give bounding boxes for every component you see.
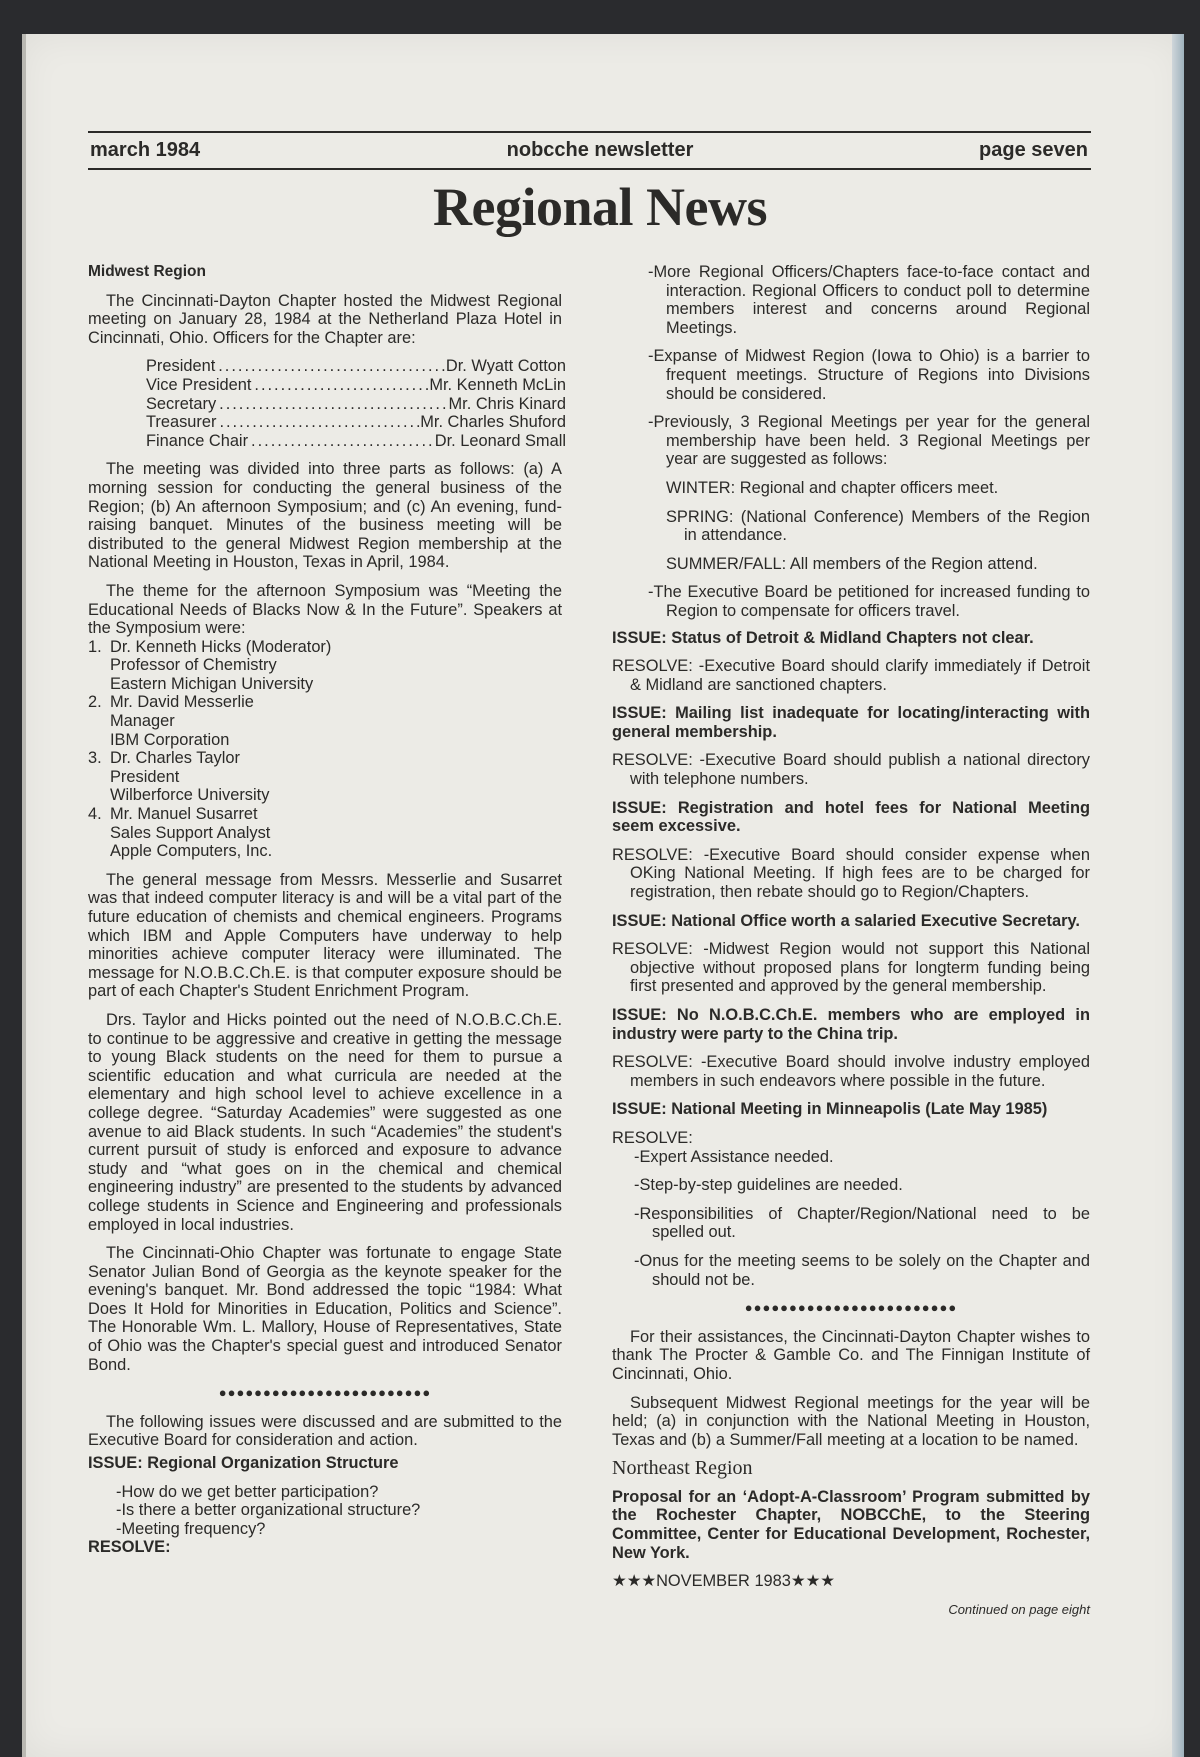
drs-paragraph: Drs. Taylor and Hicks pointed out the need of N.O.B.C.Ch.E. to continue to be aggressive and creative in getting the message to young Black students on the need for them to pursue a scientific education and what curricula are needed at the elementary and high school level to achieve excellence in a college degree. “Saturday Academies” were suggested as one avenue to aid Black students. In such “Academies” the student's current pursuit of study is enforced and exposure to advance study and “what goes on in the chemical and chemical engineering industry” are presented to the students by advanced college students in Science and Engineering and professionals employed in local industries. (88, 1010, 562, 1234)
officer-role: Secretary (146, 394, 217, 413)
officer-name: Mr. Kenneth McLin (429, 375, 566, 394)
officer-name: Dr. Leonard Small (434, 431, 566, 450)
issue-heading: ISSUE: No N.O.B.C.Ch.E. members who are employed in industry were party to the China trip. (612, 1006, 1090, 1043)
officer-row (146, 376, 566, 395)
leader-dots (216, 395, 448, 414)
mpls-list (612, 1148, 1090, 1290)
issue-question: -How do we get better participation? (116, 1482, 379, 1501)
season-item: SUMMER/FALL: All members of the Region attend. (666, 554, 1038, 573)
speaker-item (88, 693, 562, 749)
issue-heading: ISSUE: National Office worth a salaried Executive Secretary. (612, 911, 1080, 930)
speaker-name: Dr. Kenneth Hicks (Moderator) (110, 637, 332, 656)
page-title: Regional News (433, 177, 767, 237)
issue-heading: ISSUE: Registration and hotel fees for National Meeting seem excessive. (612, 798, 1090, 836)
right-column (612, 263, 1090, 1619)
issue-question: -Is there a better organizational structure? (116, 1501, 421, 1520)
leader-dots (216, 413, 420, 432)
speaker-title: Sales Support Analyst (110, 823, 271, 842)
issue-resolve: RESOLVE: -Executive Board should involve industry employed members in such endeavors where possible in the future. (612, 1053, 1090, 1090)
speaker-name: Mr. David Messerlie (110, 693, 254, 712)
officer-role: Finance Chair (146, 431, 249, 450)
northeast-region-heading: Northeast Region (612, 1457, 753, 1480)
bond-paragraph: The Cincinnati-Ohio Chapter was fortunate to engage State Senator Julian Bond of Georgia as the keynote speaker for the evening's banquet. Mr. Bond addressed the topic “1984: What Does It Hold for Minorities in Education, Politics and Science”. The Honorable Wm. L. Mallory, House of Representatives, State of Ohio was the Chapter's special guest and introduced Senator Bond. (88, 1244, 562, 1374)
november-date: ★★★NOVEMBER 1983★★★ (612, 1572, 835, 1591)
officer-role: Vice President (146, 375, 252, 394)
issue-heading: ISSUE: Status of Detroit & Midland Chapters not clear. (612, 628, 1034, 647)
issue-resolve: RESOLVE: -Midwest Region would not support this National objective without proposed plans for longterm funding being first presented and approved by the general membership. (612, 940, 1090, 996)
issue-questions (116, 1483, 562, 1539)
mpls-item: -Step-by-step guidelines are needed. (634, 1176, 903, 1195)
speaker-org: Wilberforce University (110, 786, 270, 805)
mpls-item: -Onus for the meeting seems to be solely on the Chapter and should not be. (634, 1251, 1090, 1289)
header-rule-bottom (88, 168, 1091, 170)
midwest-region-heading: Midwest Region (88, 263, 206, 280)
section-divider-dots: ●●●●●●●●●●●●●●●●●●●●●●●● (744, 1300, 958, 1316)
speaker-item (88, 749, 562, 805)
resolve-label: RESOLVE: (88, 1538, 171, 1557)
mpls-item: -Expert Assistance needed. (634, 1147, 834, 1166)
issue-heading: ISSUE: Regional Organization Structure (88, 1454, 399, 1473)
speaker-title: Manager (110, 712, 175, 731)
mpls-item: -Responsibilities of Chapter/Region/National need to be spelled out. (634, 1204, 1090, 1242)
speaker-number: 1. (88, 637, 102, 656)
issues-intro-paragraph: The following issues were discussed and are submitted to the Executive Board for consideration and action. (88, 1412, 562, 1450)
officer-role: President (146, 357, 216, 376)
issue-question: -Meeting frequency? (116, 1519, 266, 1538)
season-list (648, 479, 1090, 573)
resolve-item: -Previously, 3 Regional Meetings per year for the general membership have been held. 3 Regional Meetings per year are suggested as follows: (648, 413, 1090, 469)
season-item: SPRING: (National Conference) Members of the Region in attendance. (666, 507, 1090, 545)
season-item: WINTER: Regional and chapter officers meet. (666, 478, 999, 497)
officers-list (146, 357, 566, 450)
message-paragraph: The general message from Messrs. Messerlie and Susarret was that indeed computer literacy is and will be a vital part of the future education of chemists and chemical engineers. Programs which IBM and Apple Computers have underway to help minorities achieve computer literacy were illuminated. The message for N.O.B.C.Ch.E. is that computer exposure should be part of each Chapter's Student Enrichment Program. (88, 870, 562, 1001)
speaker-org: IBM Corporation (110, 730, 230, 749)
leader-dots (215, 357, 446, 376)
page-right-edge (1172, 34, 1184, 1757)
resolve-label: RESOLVE: (612, 1128, 693, 1147)
meeting-paragraph: The meeting was divided into three parts as follows: (a) A morning session for conducting the general business of the Region; (b) An afternoon Symposium; and (c) An evening, fund-raising banquet. Minutes of the business meeting will be distributed to the general Midwest Region membership at the National Meeting in Houston, Texas in April, 1984. (88, 460, 562, 572)
header-page-number: page seven (979, 139, 1088, 161)
speaker-item (88, 805, 562, 861)
officer-row (146, 413, 566, 432)
officer-name: Mr. Chris Kinard (448, 394, 566, 413)
speaker-number: 4. (88, 805, 102, 824)
officer-row (146, 432, 566, 451)
speaker-title: Professor of Chemistry (110, 656, 277, 675)
speaker-title: President (110, 767, 180, 786)
thanks-paragraph: For their assistances, the Cincinnati-Dayton Chapter wishes to thank The Procter & Gamble Co. and The Finnigan Institute of Cincinnati, Ohio. (612, 1327, 1090, 1383)
officer-row (146, 395, 566, 414)
issue-resolve: RESOLVE: -Executive Board should clarify immediately if Detroit & Midland are sanctioned chapters. (612, 657, 1090, 694)
speaker-org: Apple Computers, Inc. (110, 842, 273, 861)
left-column (88, 263, 566, 1557)
officer-role: Treasurer (146, 413, 217, 432)
resolve-item: -The Executive Board be petitioned for increased funding to Region to compensate for officers travel. (648, 583, 1090, 620)
speaker-name: Mr. Manuel Susarret (110, 805, 258, 824)
header-rule-top (88, 131, 1091, 133)
resolve-item: -More Regional Officers/Chapters face-to-face contact and interaction. Regional Officers to conduct poll to determine members interest and concerns around Regional Meetings. (648, 263, 1090, 337)
officer-row (146, 357, 566, 376)
header-date: march 1984 (90, 139, 201, 161)
intro-paragraph: The Cincinnati-Dayton Chapter hosted the Midwest Regional meeting on January 28, 1984 at the Netherland Plaza Hotel in Cincinnati, Ohio. Officers for the Chapter are: (88, 291, 562, 347)
speakers-list (88, 638, 562, 861)
resolve-item: -Expanse of Midwest Region (Iowa to Ohio) is a barrier to frequent meetings. Structure of Regions into Divisions should be considered. (648, 347, 1090, 403)
issue-resolve: RESOLVE: -Executive Board should consider expense when OKing National Meeting. If high fees are to be charged for registration, then rebate should go to Region/Chapters. (612, 845, 1090, 902)
speaker-number: 3. (88, 749, 102, 768)
speaker-item (88, 638, 562, 694)
theme-paragraph: The theme for the afternoon Symposium was “Meeting the Educational Needs of Blacks Now & In the Future”. Speakers at the Symposium were: (88, 581, 562, 638)
header-publication: nobcche newsletter (506, 139, 694, 161)
speaker-name: Dr. Charles Taylor (110, 749, 240, 768)
issue-heading: ISSUE: National Meeting in Minneapolis (Late May 1985) (612, 1100, 1048, 1119)
issue-heading: ISSUE: Mailing list inadequate for locating/interacting with general membership. (612, 704, 1090, 741)
speaker-number: 2. (88, 693, 102, 712)
speaker-org: Eastern Michigan University (110, 674, 314, 693)
leader-dots (251, 376, 429, 395)
officer-name: Mr. Charles Shuford (420, 413, 566, 432)
resolve-list (612, 263, 1090, 621)
officer-name: Dr. Wyatt Cotton (445, 357, 566, 376)
subsequent-paragraph: Subsequent Midwest Regional meetings for the year will be held; (a) in conjunction with the National Meeting in Houston, Texas and (b) a Summer/Fall meeting at a location to be named. (612, 1393, 1090, 1449)
leader-dots (248, 432, 435, 451)
continued-note: Continued on page eight (948, 1601, 1090, 1617)
section-divider-dots: ●●●●●●●●●●●●●●●●●●●●●●●● (218, 1385, 432, 1401)
issue-resolve: RESOLVE: -Executive Board should publish a national directory with telephone numbers. (612, 751, 1090, 789)
proposal-heading: Proposal for an ‘Adopt-A-Classroom’ Program submitted by the Rochester Chapter, NOBCChE, to the Steering Committee, Center for Educational Development, Rochester, New York. (612, 1487, 1090, 1562)
page-left-edge (22, 34, 26, 1757)
